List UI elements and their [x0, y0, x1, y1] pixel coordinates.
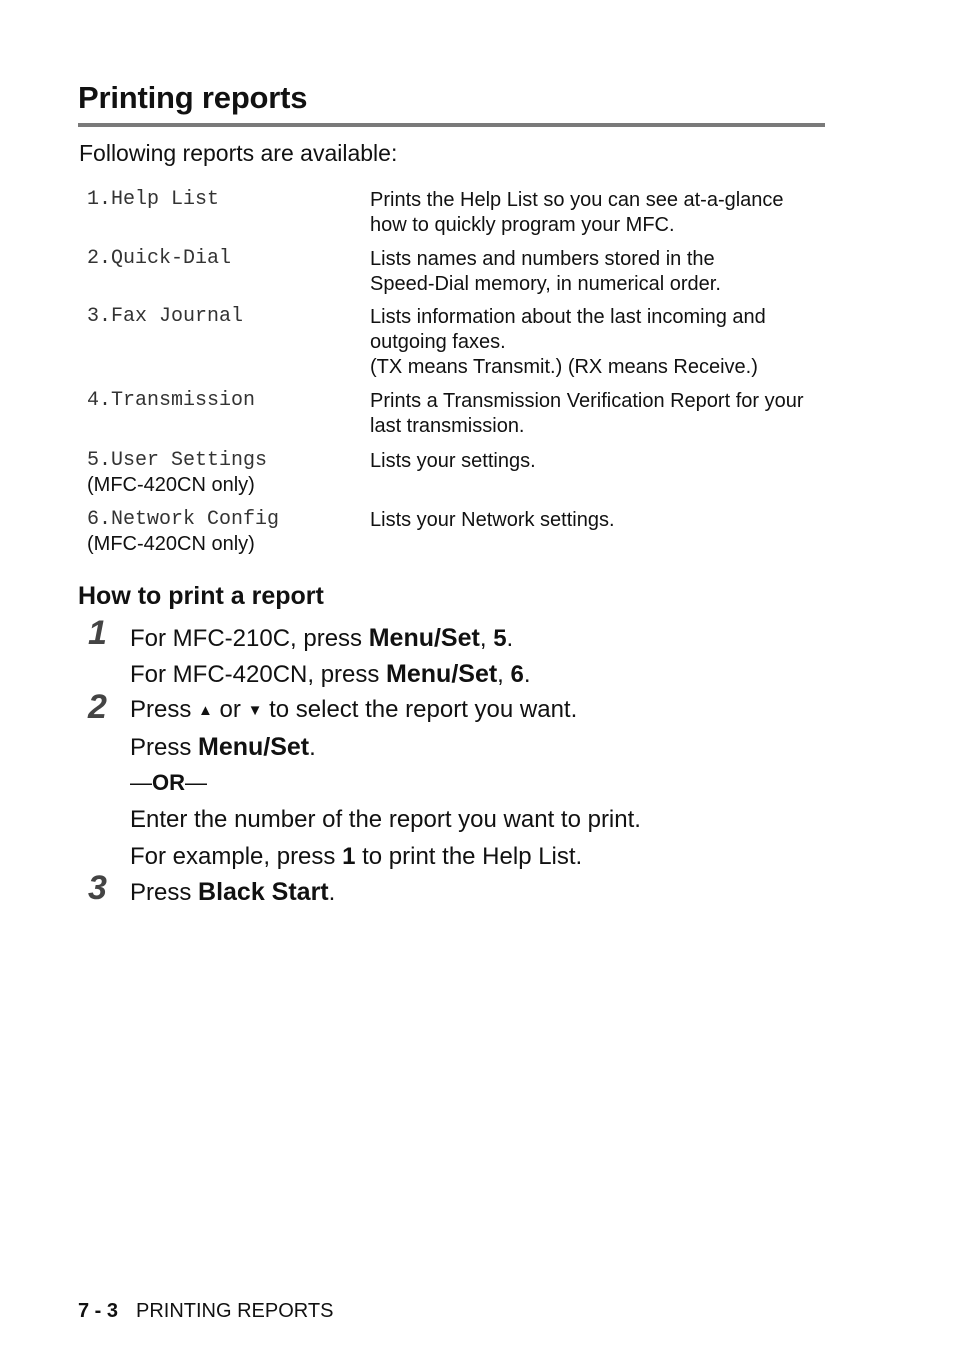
step-line [130, 843, 582, 871]
arrow-up-icon: ▲ [198, 702, 213, 719]
step-text: . [328, 879, 336, 906]
intro-text: Following reports are available: [79, 140, 398, 166]
report-code: 4.Transmission [87, 389, 256, 412]
howto-heading: How to print a report [78, 582, 324, 610]
step-line [130, 733, 316, 762]
step-text: to select the report you want. [262, 696, 578, 723]
step-line [130, 878, 335, 907]
report-description: Lists your settings. [370, 450, 536, 472]
step-text: . [523, 661, 531, 688]
report-description: Lists your Network settings. [370, 509, 615, 531]
key-label: 1 [342, 843, 356, 870]
report-note: (MFC-420CN only) [87, 533, 255, 555]
report-note: (MFC-420CN only) [87, 474, 255, 496]
report-code: 1.Help List [87, 188, 220, 211]
report-code: 3.Fax Journal [87, 305, 244, 328]
key-label: 5 [493, 625, 507, 652]
page-number: 7 - 3 [78, 1300, 119, 1322]
step-text: . [309, 734, 316, 761]
key-label: Menu/Set [386, 660, 498, 688]
report-code: 5.User Settings [87, 449, 268, 472]
step-number: 2 [88, 688, 107, 726]
report-description: Prints a Transmission Verification Report for your last transmission. [370, 390, 804, 437]
report-description: Lists names and numbers stored in the Speed-Dial memory, in numerical order. [370, 248, 721, 295]
step-line [130, 660, 531, 689]
key-label: 6 [510, 661, 524, 688]
step-text: Press [130, 734, 199, 761]
step-text: or [212, 696, 248, 723]
report-description: Lists information about the last incoming and outgoing faxes. (TX means Transmit.) (RX means Receive.) [370, 306, 766, 378]
key-label: Menu/Set [368, 624, 480, 652]
step-text: to print the Help List. [355, 843, 583, 870]
or-dash: — [185, 770, 207, 795]
arrow-down-icon: ▼ [247, 702, 263, 719]
step-line: Enter the number of the report you want to print. [130, 806, 641, 833]
report-code: 2.Quick-Dial [87, 247, 232, 270]
step-line [130, 696, 577, 724]
step-text: Press [130, 879, 199, 906]
or-separator [130, 770, 207, 796]
report-code: 6.Network Config [87, 508, 280, 531]
report-description: Prints the Help List so you can see at-a-glance how to quickly program your MFC. [370, 189, 784, 236]
page-title: Printing reports [78, 80, 308, 115]
report-list [0, 0, 954, 600]
key-label: Menu/Set [198, 733, 310, 761]
or-word: OR [152, 770, 185, 795]
key-label: Black Start [198, 878, 329, 906]
footer-section: PRINTING REPORTS [136, 1300, 334, 1322]
step-line [130, 624, 513, 653]
or-dash: — [130, 770, 152, 795]
step-text: For MFC-210C, press [130, 625, 369, 652]
step-text: . [506, 625, 514, 652]
step-text: , [479, 625, 494, 652]
step-number: 1 [88, 614, 107, 652]
step-text: For example, press [130, 843, 343, 870]
step-text: , [497, 661, 511, 688]
step-text: Press [130, 696, 199, 723]
step-text: For MFC-420CN, press [130, 661, 387, 688]
step-number: 3 [88, 869, 107, 907]
